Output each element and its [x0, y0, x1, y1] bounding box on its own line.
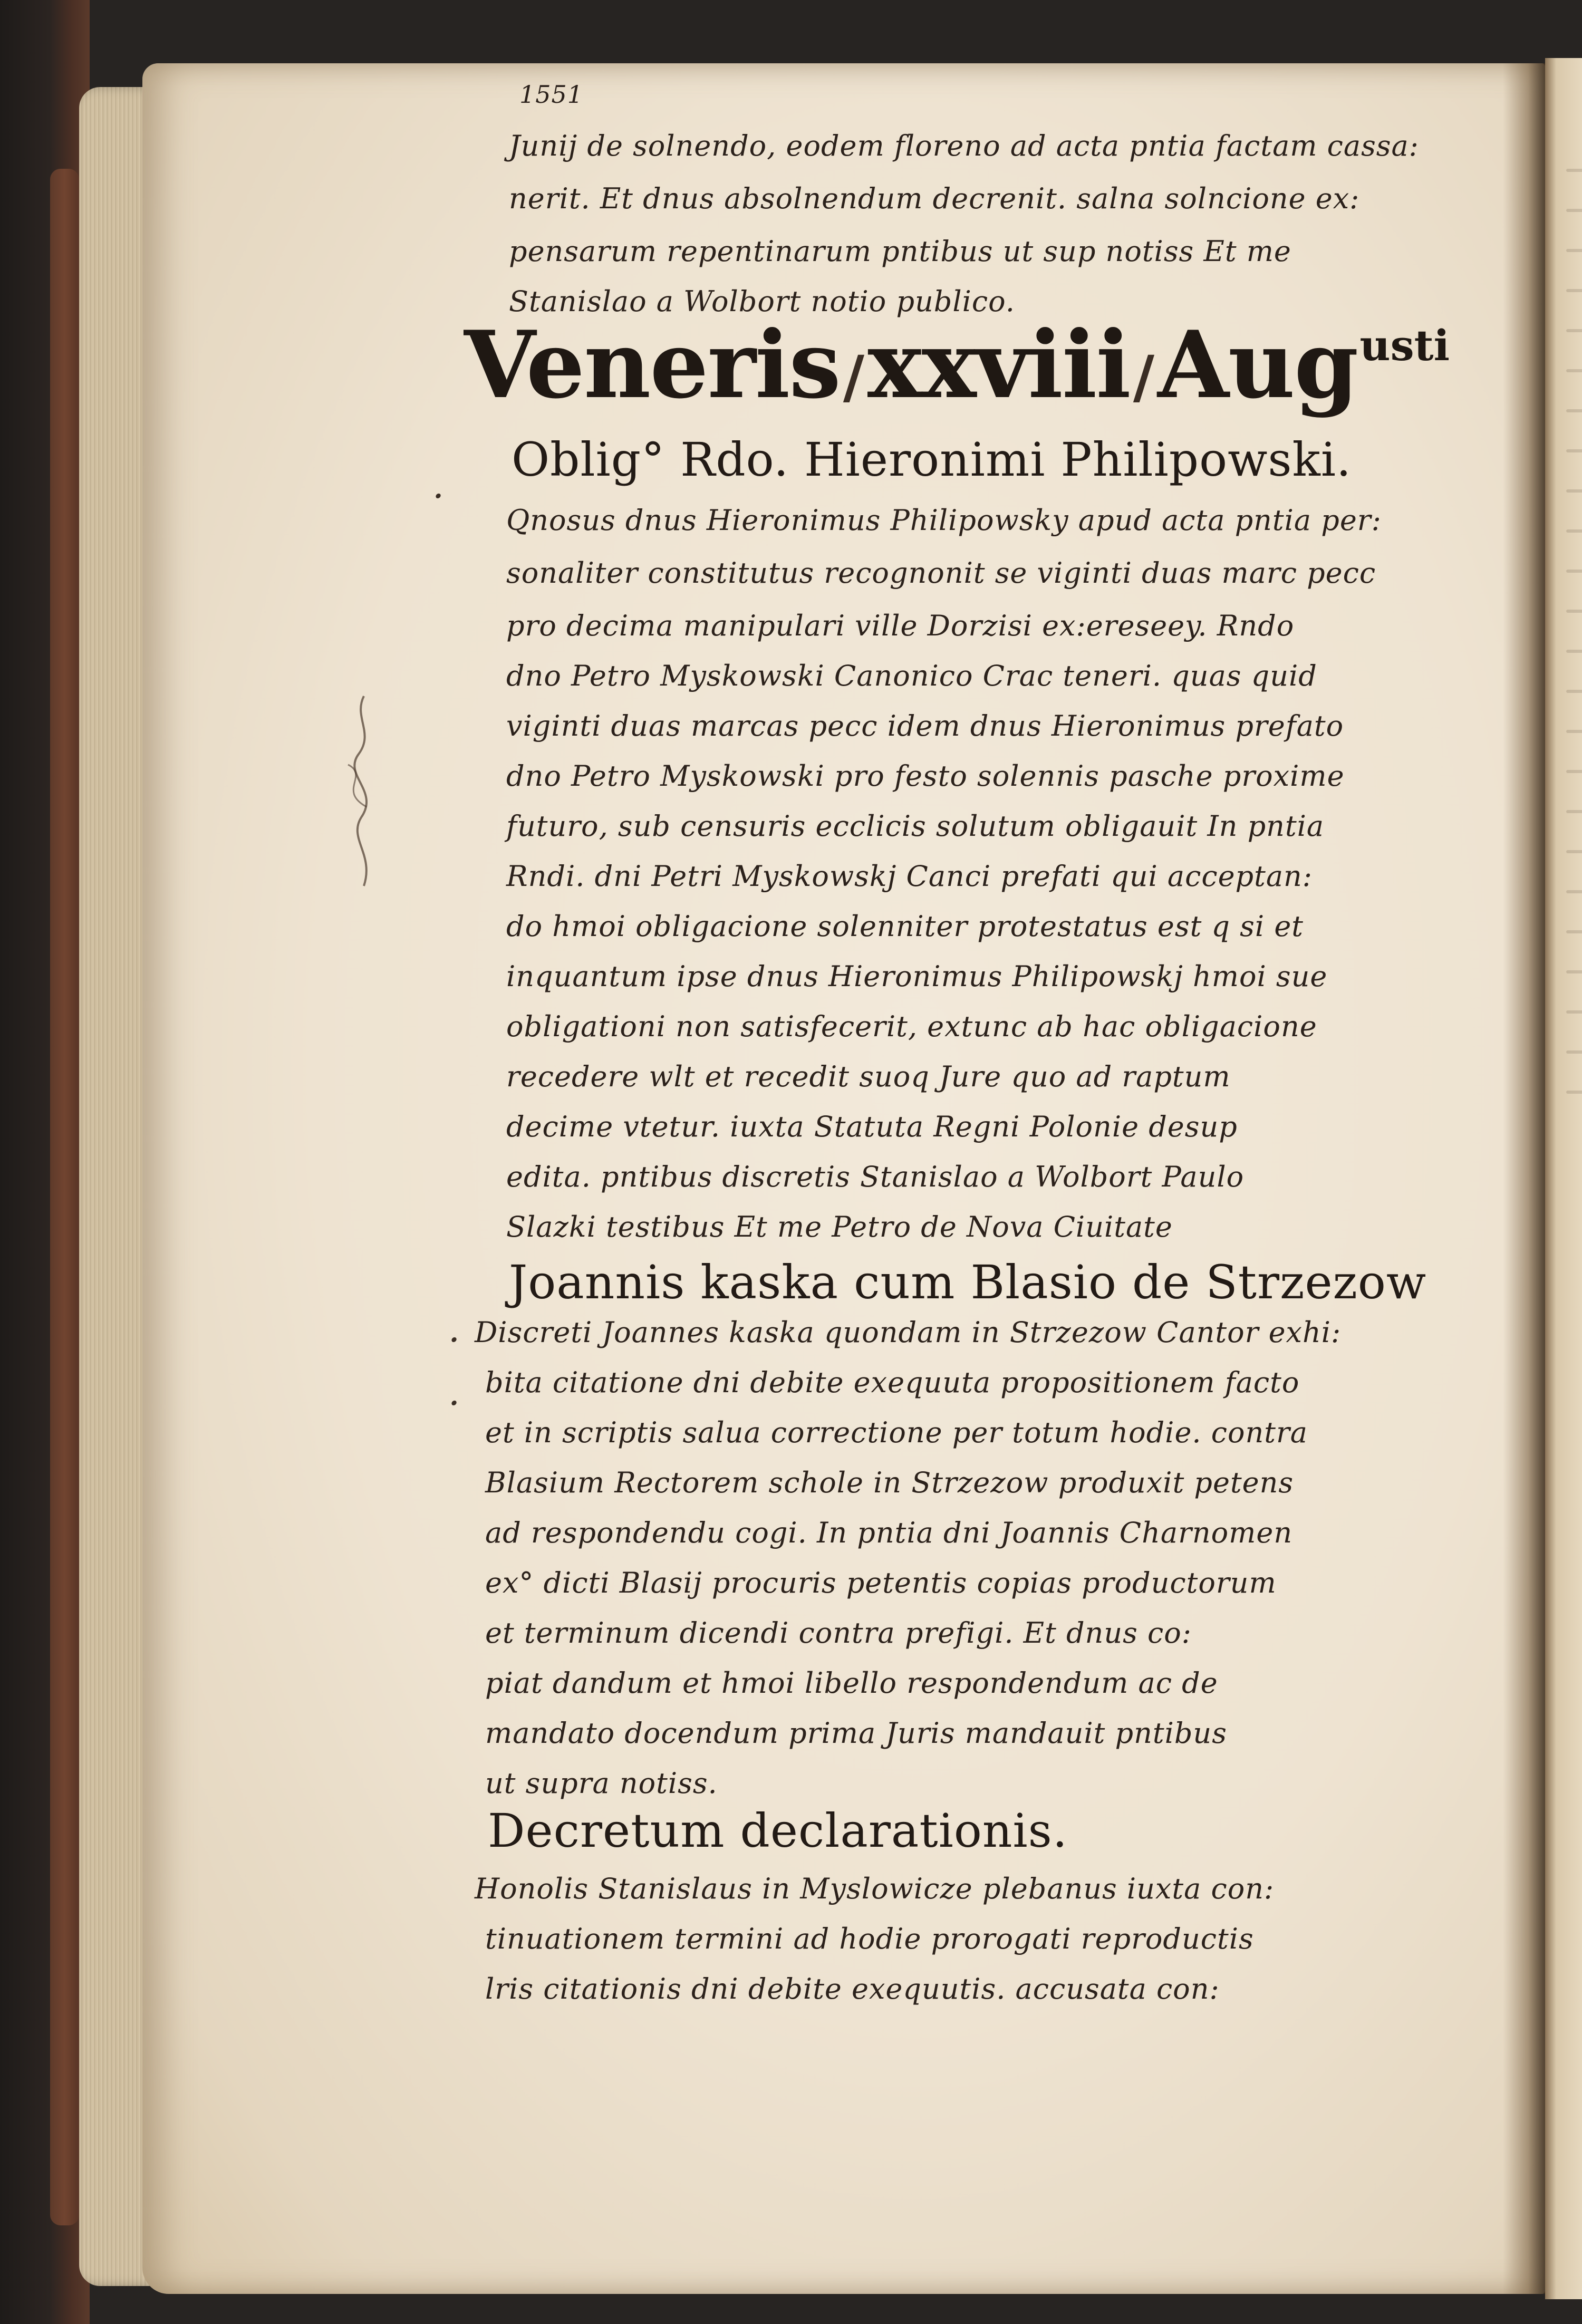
text-line: decime vtetur. iuxta Statuta Regni Polonie desup — [506, 1110, 1238, 1143]
text-line: bita citatione dni debite exequuta propositionem facto — [485, 1366, 1300, 1399]
text-line: mandato docendum prima Juris mandauit pntibus — [485, 1717, 1227, 1750]
text-line: Discreti Joannes kaska quondam in Strzezow Cantor exhi: — [475, 1316, 1342, 1349]
text-line: Honolis Stanislaus in Myslowicze plebanus iuxta con: — [475, 1872, 1275, 1905]
date-month-suffix: usti — [1359, 321, 1450, 370]
text-line: dno Petro Myskowski pro festo solennis pasche proxime — [506, 759, 1345, 793]
text-line: obligationi non satisfecerit, extunc ab hac obligacione — [506, 1010, 1317, 1043]
page-gutter — [1503, 63, 1545, 2294]
text-line: Slazki testibus Et me Petro de Nova Ciuitate — [506, 1210, 1173, 1243]
text-line: nerit. Et dnus absolnendum decrenit. salna solncione ex: — [509, 182, 1360, 215]
text-line: piat dandum et hmoi libello respondendum ac de — [485, 1666, 1218, 1700]
ink-bleed-through — [1566, 169, 1582, 1751]
text-line: edita. pntibus discretis Stanislao a Wolbort Paulo — [506, 1160, 1245, 1193]
text-line: dno Petro Myskowski Canonico Crac teneri. quas quid — [506, 659, 1317, 692]
text-line: do hmoi obligacione solenniter protestatus est q si et — [506, 910, 1304, 943]
folio-number: 1551 — [519, 80, 584, 109]
text-line: Junij de solnendo, eodem floreno ad acta pntia factam cassa: — [509, 129, 1419, 162]
date-month: Aug — [1157, 311, 1358, 419]
margin-dot: · — [432, 475, 445, 518]
text-line: pro decima manipulari ville Dorzisi ex:ereseey. Rndo — [506, 609, 1295, 642]
text-line: inquantum ipse dnus Hieronimus Philipowskj hmoi sue — [506, 960, 1328, 993]
text-line: recedere wlt et recedit suoq Jure quo ad raptum — [506, 1060, 1231, 1093]
entry-heading: Oblig° Rdo. Hieronimi Philipowski. — [512, 432, 1352, 487]
text-line: lris citationis dni debite exequutis. accusata con: — [485, 1972, 1220, 2005]
text-line: futuro, sub censuris ecclicis solutum obligauit In pntia — [506, 809, 1325, 843]
separator-mark: / — [843, 343, 865, 411]
date-numeral: xxviii — [867, 311, 1130, 419]
separator-mark: / — [1133, 343, 1155, 411]
entry-heading: Decretum declarationis. — [488, 1804, 1068, 1858]
entry-heading: Joannis kaska cum Blasio de Strzezow — [509, 1255, 1427, 1309]
text-line: tinuationem termini ad hodie prorogati reproductis — [485, 1922, 1254, 1955]
text-line: ex° dicti Blasij procuris petentis copias productorum — [485, 1566, 1277, 1599]
text-line: et in scriptis salua correctione per totum hodie. contra — [485, 1416, 1308, 1449]
text-line: ut supra notiss. — [485, 1767, 718, 1800]
text-line: viginti duas marcas pecc idem dnus Hieronimus prefato — [506, 709, 1344, 742]
book-cover — [0, 0, 90, 2324]
text-line: ad respondendu cogi. In pntia dni Joannis Charnomen — [485, 1516, 1293, 1549]
date-day: Veneris — [464, 311, 840, 419]
margin-flourish — [316, 686, 401, 918]
text-line: Blasium Rectorem schole in Strzezow produxit petens — [485, 1466, 1294, 1499]
text-line: Rndi. dni Petri Myskowskj Canci prefati qui acceptan: — [506, 860, 1313, 893]
text-line: Stanislao a Wolbort notio publico. — [509, 285, 1015, 318]
margin-dot: · — [448, 1318, 460, 1362]
text-line: pensarum repentinarum pntibus ut sup notiss Et me — [509, 235, 1291, 268]
text-line: sonaliter constitutus recognonit se viginti duas marc pecc — [506, 556, 1376, 590]
date-heading — [464, 311, 1450, 419]
text-line: et terminum dicendi contra prefigi. Et dnus co: — [485, 1616, 1192, 1650]
text-line: Qnosus dnus Hieronimus Philipowsky apud acta pntia per: — [506, 504, 1382, 537]
margin-dot: · — [448, 1382, 460, 1425]
